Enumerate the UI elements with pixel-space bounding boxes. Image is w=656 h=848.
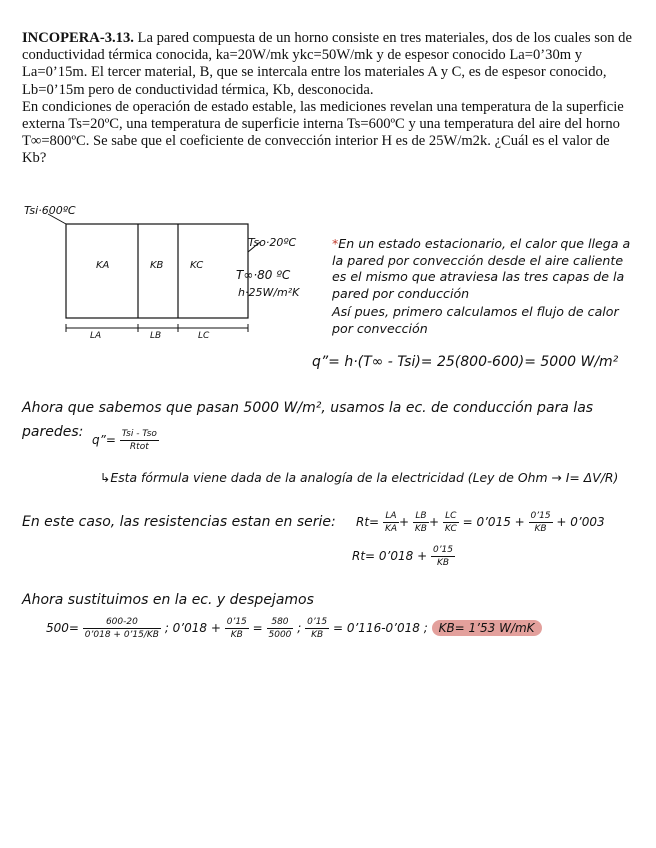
problem-text-2: En condiciones de operación de estado estable, las mediciones revelan una temperatura de la superficie externa Ts=20ºC, una temperatura de superficie interna Ts=600ºC y una temperatura del aire del horno T∞=800ºC. Se sabe que el coeficiente de convección interior H es de 25W/m2k. ¿Cuál es el valor de Kb? (22, 98, 624, 167)
rt2-text: Rt= 0’018 + (352, 549, 428, 563)
resistance-equation: Rt= $\frac{LA}{KA}$ + $\frac{LB}{KB}$ + $\frac{LC}{KC}$ = 0’015 + $\frac{0’15}{KB}$ + 0’003 (356, 511, 605, 534)
solution-equation (46, 616, 542, 641)
frac-v2-den: KB (534, 524, 547, 534)
note-text-2: Así pues, primero calculamos el flujo de calor por convección (332, 304, 619, 336)
frac-b-den: KB (414, 524, 427, 534)
frac-v4 (431, 544, 455, 569)
frac-s1 (83, 616, 161, 641)
conduction-formula (92, 428, 159, 453)
frac-v2 (529, 510, 553, 535)
conduction-denominator: Rtot (129, 442, 149, 452)
tinf-label: T∞·80 ºC (236, 268, 291, 282)
wall-diagram (20, 200, 310, 350)
frac-s3-num: 580 (267, 616, 294, 629)
frac-v4-num: 0’15 (432, 545, 454, 555)
conduction-fraction (120, 428, 159, 453)
para4-text: Ahora sustituimos en la ec. y despejamos (22, 592, 314, 608)
problem-statement (22, 30, 634, 168)
lc-label: LC (198, 331, 210, 341)
la-label: LA (90, 331, 102, 341)
handwritten-note (332, 236, 632, 337)
frac-c-num: LC (443, 510, 459, 523)
para3-text: En este caso, las resistencias estan en serie: (22, 514, 336, 530)
frac-s1-num: 600-20 (83, 616, 161, 629)
problem-text: La pared compuesta de un horno consiste en tres materiales, dos de los cuales son de conductividad térmica conocida, ka=20W/mk ykc=50W/mk y de espesor conocido La=0’30m y La=0’15m. El tercer material, B, que se intercala entre los materiales A y C, es de espesor conocido, Lb=0’15m pero de conductividad térmica, Kb, desconocida. (22, 30, 632, 98)
problem-title: INCOPERA-3.13. (22, 30, 134, 46)
frac-s3 (267, 616, 294, 641)
conduction-numerator: Tsi - Tso (121, 429, 157, 439)
para2-line2: paredes: (22, 424, 84, 440)
frac-a-den: KA (384, 524, 397, 534)
tso-label: Tso·20ºC (248, 236, 297, 249)
rt-simplified (352, 544, 455, 569)
resistance-values: = 0’015 + (462, 515, 525, 529)
sol-s4e: = 0’116-0’018 ; (332, 621, 428, 635)
rt-symbol: Rt= (356, 515, 380, 529)
ka-label: KA (96, 260, 110, 271)
frac-v4-den: KB (436, 558, 450, 568)
frac-s2-num: 0’15 (226, 617, 247, 627)
para2-line1: Ahora que sabemos que pasan 5000 W/m², usamos la ec. de conducción para las (22, 400, 594, 416)
frac-s3-den: 5000 (268, 630, 292, 640)
note-text-1: En un estado estacionario, el calor que llega a la pared por convección desde el aire caliente es el mismo que atraviesa las tres capas de la pared por conducción (332, 236, 631, 301)
wall-outline (66, 224, 248, 318)
convection-equation: q”= h·(T∞ - Tsi)= 25(800-600)= 5000 W/m² (312, 354, 619, 370)
frac-s2 (225, 616, 249, 641)
conduction-q: q”= (92, 433, 116, 447)
note-star: * (332, 236, 339, 251)
para2-line3: ↳Esta fórmula viene dada de la analogía de la electricidad (Ley de Ohm → I= ΔV/R) (100, 470, 619, 485)
frac-s4-den: KB (311, 630, 324, 640)
tsi-label: Tsi·600ºC (24, 204, 76, 217)
kb-label: KB (150, 260, 164, 271)
sol-s2: ; 0’018 + (164, 621, 221, 635)
frac-s4 (305, 616, 329, 641)
frac-v2-num: 0’15 (530, 511, 551, 521)
frac-c (443, 510, 459, 535)
frac-a-num: LA (383, 510, 399, 523)
kc-label: KC (190, 260, 204, 271)
frac-s1-den: 0’018 + 0’15/KB (84, 630, 159, 640)
frac-s2-den: KB (230, 630, 243, 640)
frac-a (383, 510, 399, 535)
sol-s1: 500= (46, 621, 79, 635)
h-label: h·25W/m²K (238, 286, 300, 299)
frac-b-num: LB (413, 510, 429, 523)
sol-s2e: = (252, 621, 263, 635)
frac-c-den: KC (444, 524, 457, 534)
frac-s4-num: 0’15 (307, 617, 328, 627)
frac-b (413, 510, 429, 535)
lb-label: LB (150, 331, 162, 341)
resistance-v3: + 0’003 (556, 515, 605, 529)
answer-highlight: KB= 1’53 W/mK (432, 620, 542, 636)
sol-s4: ; (297, 621, 302, 635)
